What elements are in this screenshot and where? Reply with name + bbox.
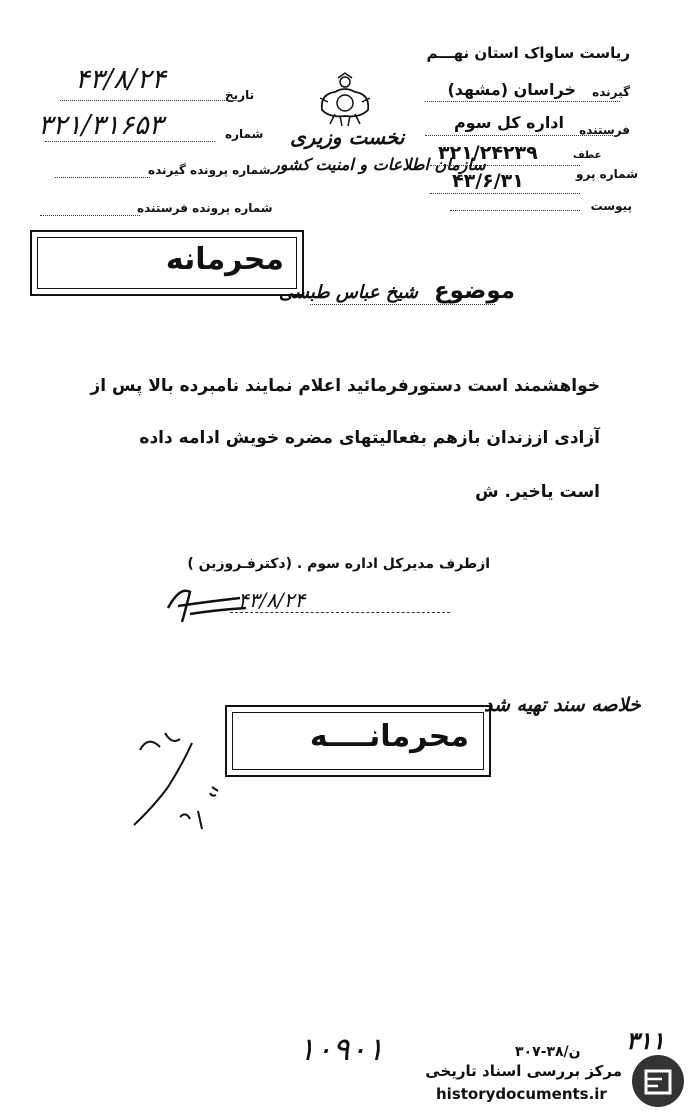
footer-page-number: ۳۱۱ [626,1026,665,1055]
confidential-stamp-bottom-text: محرمانــــه [309,719,469,754]
sender-label: فرستنده [579,123,630,137]
number-label: شماره [225,127,264,141]
date-label: تاریخ [225,88,255,102]
confidential-stamp-top [30,230,304,296]
body-line-1: خواهشمند است دستورفرمائید اعلام نمایند نامبرده بالا پس از [90,376,600,396]
body-line-2: آزادی اززندان بازهم بفعالیتهای مضره خویش ادامه داده [139,428,600,448]
sender-file-dotted-line [40,215,140,216]
signature-date: ۴۳/۸/۲۴ [238,588,306,612]
handwritten-annotation-icon [120,725,230,835]
org-line: ریاست ساواک استان نهـــم [426,44,630,62]
number-dotted-line [45,141,215,142]
sender-file-label: شماره پرونده فرستنده [137,201,273,215]
number-value: ۳۲۱/۳۱۶۵۳ [38,110,164,141]
attachment-dotted-line [450,210,580,211]
ref-date-dotted-line [430,193,580,194]
ref-label: شماره پرو [576,167,638,181]
body-line-3: است یاخیر. ش [475,482,600,502]
ref-number: ۳۲۱/۲۴۲۳۹ [438,142,538,164]
subject-label: موضوع [433,278,515,304]
receiver-file-dotted-line [55,177,150,178]
confidential-stamp-bottom [225,705,491,777]
handwritten-signature-icon [160,578,250,628]
ref-date: ۴۳/۶/۳۱ [452,170,524,192]
confidential-stamp-top-text: محرمانه [165,242,284,277]
subject-dotted-line [310,304,495,305]
footer-code-right: ۳۰۷-۳۸/ن [515,1044,581,1060]
lion-and-sun-emblem-icon [310,72,380,130]
sender-value: اداره کل سوم [453,113,564,132]
ref-tag: عطف [573,150,602,161]
signature-underline [230,612,450,613]
recipient-dotted-line [425,101,620,102]
ministry-title: نخست وزیری [290,125,405,149]
watermark-name: مرکز بررسی اسناد تاریخی [425,1062,622,1080]
subject-line [279,278,515,304]
organization-title: سازمان اطلاعات و امنیت کشور [272,155,486,174]
watermark-url: historydocuments.ir [436,1085,607,1103]
sender-dotted-line [425,135,615,136]
date-dotted-line [60,100,235,101]
recipient-label: گیرنده [592,85,630,99]
signatory-line: ازطرف مدیرکل اداره سوم . (دکترفـروزین ) [187,556,490,572]
date-value: ۴۳/۸/۲۴ [75,64,166,95]
receiver-file-label: شماره پرونده گیرنده [148,163,271,177]
attachment-label: پیوست [590,199,632,213]
subject-value: شیخ عباس طبسی [278,282,418,303]
recipient-value: خراسان (مشهد) [447,80,576,99]
summary-note: خلاصه سند تهیه شد [484,694,641,716]
archive-logo-icon [632,1055,684,1107]
footer-code-left: ۱۰۹۰۱ [298,1030,384,1068]
